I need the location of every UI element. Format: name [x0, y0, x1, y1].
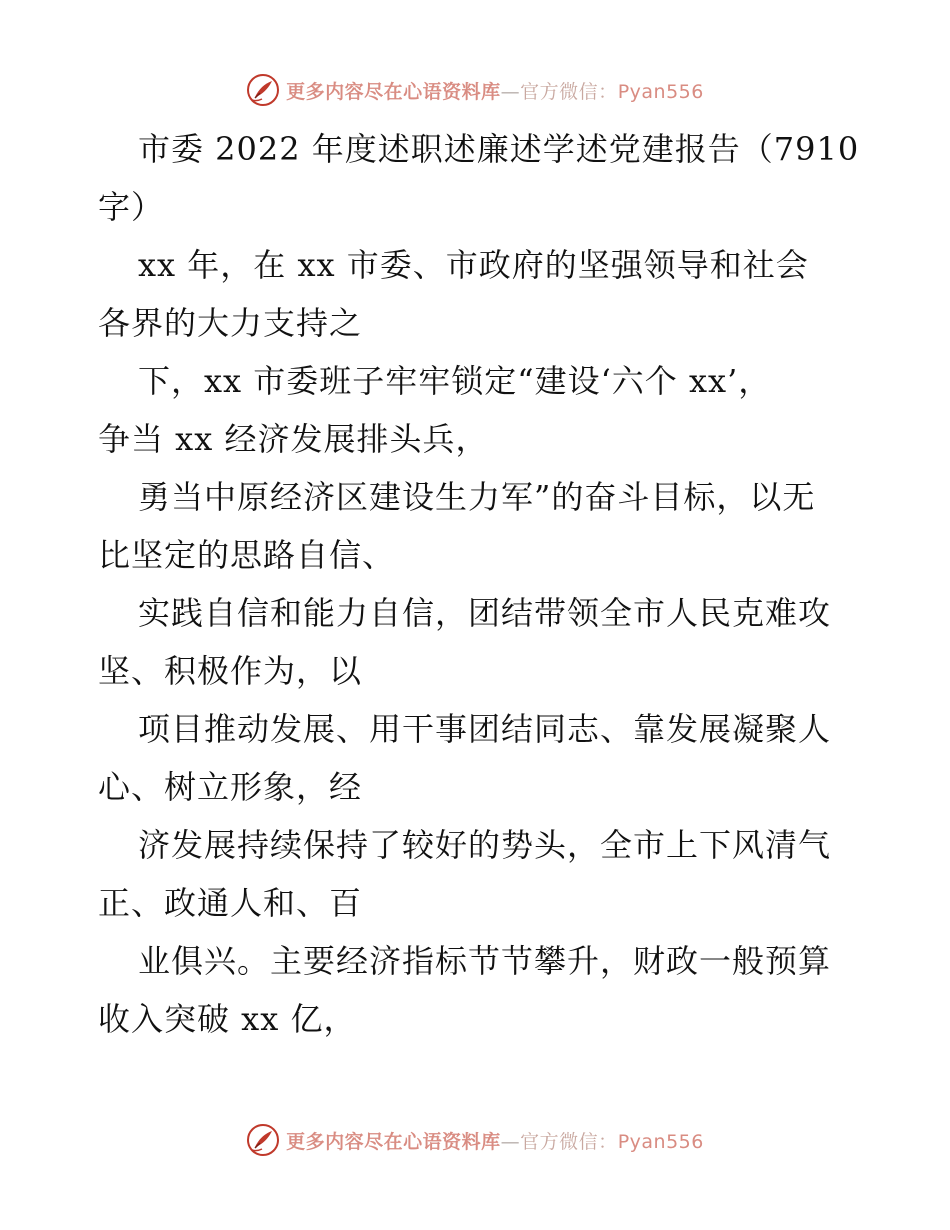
document-title-line-1: 市委 2022 年度述职述廉述学述党建报告（7910 — [138, 130, 860, 168]
paragraph-line: xx 年，在 xx 市委、市政府的坚强领导和社会 — [138, 246, 809, 284]
paragraph-line: 正、政通人和、百 — [98, 884, 363, 922]
paragraph-line: 比坚定的思路自信、 — [98, 536, 396, 574]
paragraph-line: 坚、积极作为，以 — [98, 652, 363, 690]
watermark-wechat-label: 官方微信： — [520, 80, 618, 103]
footer-watermark — [0, 1120, 950, 1160]
watermark-wechat-label: 官方微信： — [520, 1130, 618, 1153]
paragraph-line: 收入突破 xx 亿， — [98, 1000, 357, 1038]
paragraph-line: 实践自信和能力自信，团结带领全市人民克难攻 — [138, 594, 832, 632]
watermark-text — [286, 1127, 704, 1154]
watermark-wechat-id: Pyan556 — [617, 80, 704, 103]
document-title-line-2: 字） — [98, 188, 165, 226]
header-watermark — [0, 70, 950, 110]
watermark-brand: 更多内容尽在心语资料库 — [286, 80, 501, 103]
watermark-separator: — — [500, 80, 521, 103]
watermark-brand: 更多内容尽在心语资料库 — [286, 1130, 501, 1153]
watermark-wechat-id: Pyan556 — [617, 1130, 704, 1153]
quill-pen-logo-icon — [246, 1123, 280, 1157]
watermark-separator: — — [500, 1130, 521, 1153]
paragraph-line: 项目推动发展、用干事团结同志、靠发展凝聚人 — [138, 710, 832, 748]
paragraph-line: 业俱兴。主要经济指标节节攀升，财政一般预算 — [138, 942, 832, 980]
paragraph-line: 争当 xx 经济发展排头兵， — [98, 420, 489, 458]
paragraph-line: 勇当中原经济区建设生力军”的奋斗目标，以无 — [138, 478, 816, 516]
paragraph-line: 各界的大力支持之 — [98, 304, 363, 342]
watermark-text — [286, 77, 704, 104]
paragraph-line: 心、树立形象，经 — [98, 768, 363, 806]
paragraph-line: 济发展持续保持了较好的势头，全市上下风清气 — [138, 826, 832, 864]
document-body — [98, 120, 858, 1048]
paragraph-line: 下，xx 市委班子牢牢锁定“建设‘六个 xx’， — [138, 362, 772, 400]
quill-pen-logo-icon — [246, 73, 280, 107]
